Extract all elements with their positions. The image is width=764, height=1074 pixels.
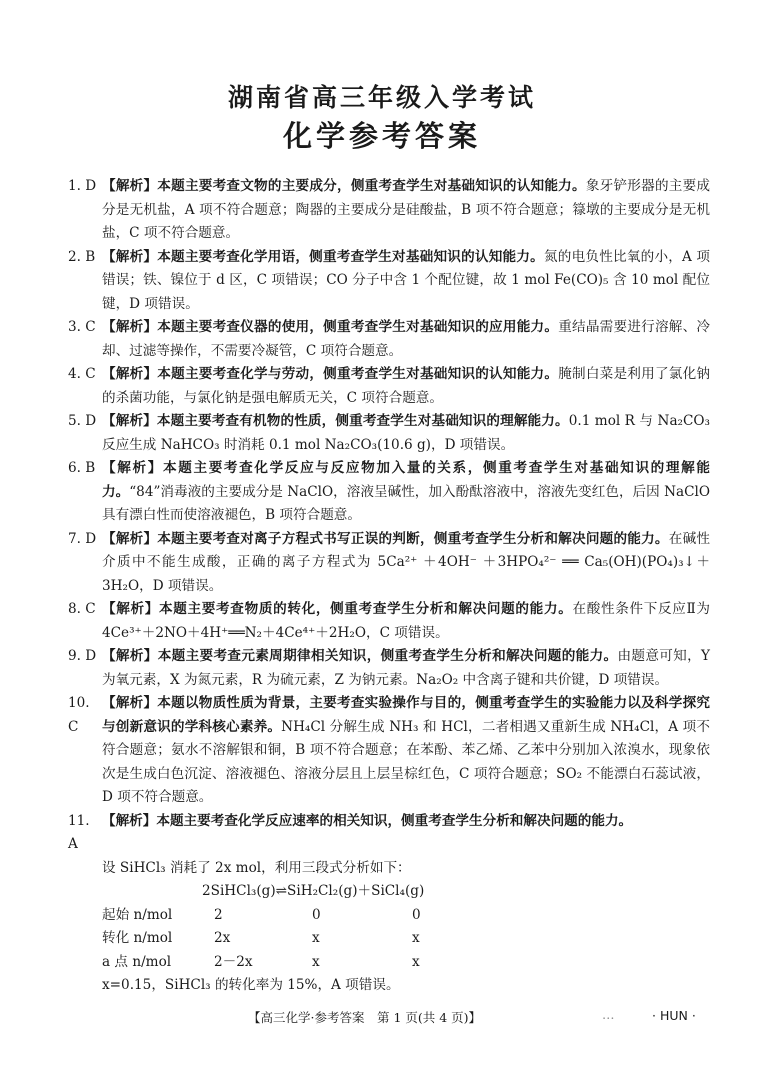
answer-number: 7. D [68, 530, 97, 547]
answer-item [68, 810, 710, 857]
analysis-tag: 【解析】 [102, 413, 157, 429]
answer-number: 11. A [68, 812, 90, 852]
analysis-tag: 【解析】 [102, 648, 158, 664]
answer-item [68, 457, 710, 528]
page-subtitle: 化学参考答案 [282, 119, 481, 153]
row-label: a 点 n/mol [102, 953, 172, 970]
analysis-tag: 【解析】 [102, 248, 158, 265]
analysis-tag: 【解析】 [102, 812, 157, 829]
answer-item [68, 410, 710, 457]
answer-body: 象牙铲形器的主要成分是无机盐，A 项不符合题意；陶器的主要成分是硅酸盐，B 项不符合题意；簶墩的主要成分是无机盐，C 项不符合题意。 [102, 178, 711, 241]
answer-number: 6. B [68, 460, 96, 476]
answer-number: 9. D [68, 648, 97, 664]
answer-item [68, 363, 710, 410]
answer-number: 10. C [68, 695, 90, 735]
value-sih2cl2: 0 [312, 906, 321, 923]
analysis-tag: 【解析】 [102, 601, 160, 617]
analysis-tag: 【解析】 [102, 695, 158, 711]
value-sih2cl2: x [312, 930, 320, 946]
calc-intro: 设 SiHCl₃ 消耗了 2x mol，利用三段式分析如下： [102, 859, 411, 876]
answer-list [68, 175, 710, 998]
calc-row [102, 951, 710, 975]
calc-row [102, 927, 710, 951]
answer-heading: 本题主要考查元素周期律相关知识，侧重考查学生分析和解决问题的能力。 [157, 648, 618, 664]
answer-body: 在酸性条件下反应Ⅱ为 4Ce³⁺＋2NO＋4H⁺══N₂＋4Ce⁴⁺＋2H₂O，C 项错误。 [102, 601, 710, 641]
value-sicl4: x [412, 953, 420, 970]
answer-item [68, 645, 710, 692]
page-title: 湖南省高三年级入学考试 [227, 83, 536, 112]
answer-body: 腌制白菜是利用了氯化钠的杀菌功能，与氯化钠是强电解质无关，C 项符合题意。 [102, 366, 711, 406]
answer-heading: 本题主要考查化学与劳动，侧重考查学生对基础知识的认知能力。 [157, 366, 559, 382]
answer-body: NH₄Cl 分解生成 NH₃ 和 HCl，二者相遇又重新生成 NH₄Cl，A 项不符合题意；氨水不溶解银和铜，B 项不符合题意；在苯酚、苯乙烯、乙苯中分别加入浓溴水，现象依次是生成白色沉淀、溶液褪色、溶液分层且上层呈棕红色，C 项符合题意；SO₂ 不能漂白石蕊试液，D 项不符合题意。 [102, 718, 710, 805]
answer-heading: 本题主要考查物质的转化，侧重考查学生分析和解决问题的能力。 [159, 601, 573, 617]
value-sihcl3: 2 [214, 906, 223, 923]
analysis-tag: 【解析】 [102, 366, 158, 382]
value-sihcl3: 2x [214, 930, 231, 946]
three-stage-calculation [102, 857, 710, 998]
answer-number: 5. D [68, 413, 97, 429]
answer-item [68, 692, 710, 810]
answer-item [68, 246, 710, 317]
footer-code: · HUN · [652, 1008, 696, 1023]
answer-body: 0.1 mol R 与 Na₂CO₃ 反应生成 NaHCO₃ 时消耗 0.1 mol Na₂CO₃(10.6 g)，D 项错误。 [102, 413, 710, 453]
answer-number: 4. C [68, 366, 96, 382]
value-sicl4: 0 [412, 906, 421, 923]
answer-heading: 本题主要考查化学反应速率的相关知识，侧重考查学生分析和解决问题的能力。 [156, 812, 633, 829]
analysis-tag: 【解析】 [102, 178, 158, 194]
value-sicl4: x [412, 930, 420, 946]
answer-number: 1. D [68, 178, 97, 194]
answer-number: 8. C [68, 601, 96, 617]
answer-heading: 本题主要考查化学反应与反应物加入量的关系，侧重考查学生对基础知识的理解能力。 [102, 460, 711, 500]
answer-heading: 本题主要考查文物的主要成分，侧重考查学生对基础知识的认知能力。 [157, 178, 586, 194]
analysis-tag: 【解析】 [102, 530, 158, 547]
answer-heading: 本题主要考查对离子方程式书写正误的判断，侧重考查学生分析和解决问题的能力。 [157, 530, 669, 547]
answer-body: 重结晶需要进行溶解、冷却、过滤等操作，不需要冷凝管，C 项符合题意。 [102, 319, 711, 359]
row-label: 转化 n/mol [102, 930, 173, 946]
answer-heading: 本题主要考查有机物的性质，侧重考查学生对基础知识的理解能力。 [156, 413, 569, 429]
answer-item [68, 598, 710, 645]
footer-mark: … [602, 1007, 615, 1022]
row-label: 起始 n/mol [102, 906, 173, 923]
reaction-equation: 2SiHCl₃(g)⇌SiH₂Cl₂(g)＋SiCl₄(g) [202, 883, 425, 899]
answer-item [68, 175, 710, 246]
answer-body: 由题意可知，Y 为氧元素，X 为氮元素，R 为硫元素，Z 为钠元素。Na₂O₂ 中含离子键和共价键，D 项错误。 [102, 648, 711, 688]
answer-number: 3. C [68, 319, 96, 335]
answer-body: 在碱性介质中不能生成酸，正确的离子方程式为 5Ca²⁺ ＋4OH⁻ ＋3HPO₄²⁻ ══ Ca₅(OH)(PO₄)₃↓＋3H₂O，D 项错误。 [102, 530, 711, 594]
analysis-tag: 【解析】 [102, 319, 158, 335]
analysis-tag: 【解析】 [102, 460, 163, 476]
calc-conclusion: x=0.15，SiHCl₃ 的转化率为 15%，A 项错误。 [102, 977, 400, 993]
value-sihcl3: 2－2x [214, 953, 253, 970]
answer-heading: 本题主要考查仪器的使用，侧重考查学生对基础知识的应用能力。 [157, 319, 559, 335]
answer-heading: 本题主要考查化学用语，侧重考查学生对基础知识的认知能力。 [157, 248, 544, 265]
answer-heading: 本题以物质性质为背景，主要考查实验操作与目的，侧重考查学生的实验能力以及科学探究与创新意识的学科核心素养。 [102, 695, 711, 735]
answer-item [68, 316, 710, 363]
answer-body: “84”消毒液的主要成分是 NaClO，溶液呈碱性，加入酚酞溶液中，溶液先变红色，后因 NaClO 具有漂白性而使溶液褪色，B 项符合题意。 [102, 483, 710, 523]
answer-item [68, 528, 710, 599]
calc-row [102, 904, 710, 928]
value-sih2cl2: x [312, 953, 320, 970]
footer-text: 【高三化学·参考答案 第 1 页(共 4 页)】 [248, 1010, 482, 1025]
answer-body: 氮的电负性比氧的小，A 项错误；铁、镍位于 d 区，C 项错误；CO 分子中含 1 个配位键，故 1 mol Fe(CO)₅ 含 10 mol 配位键，D 项错误。 [102, 248, 711, 312]
answer-number: 2. B [68, 248, 96, 265]
